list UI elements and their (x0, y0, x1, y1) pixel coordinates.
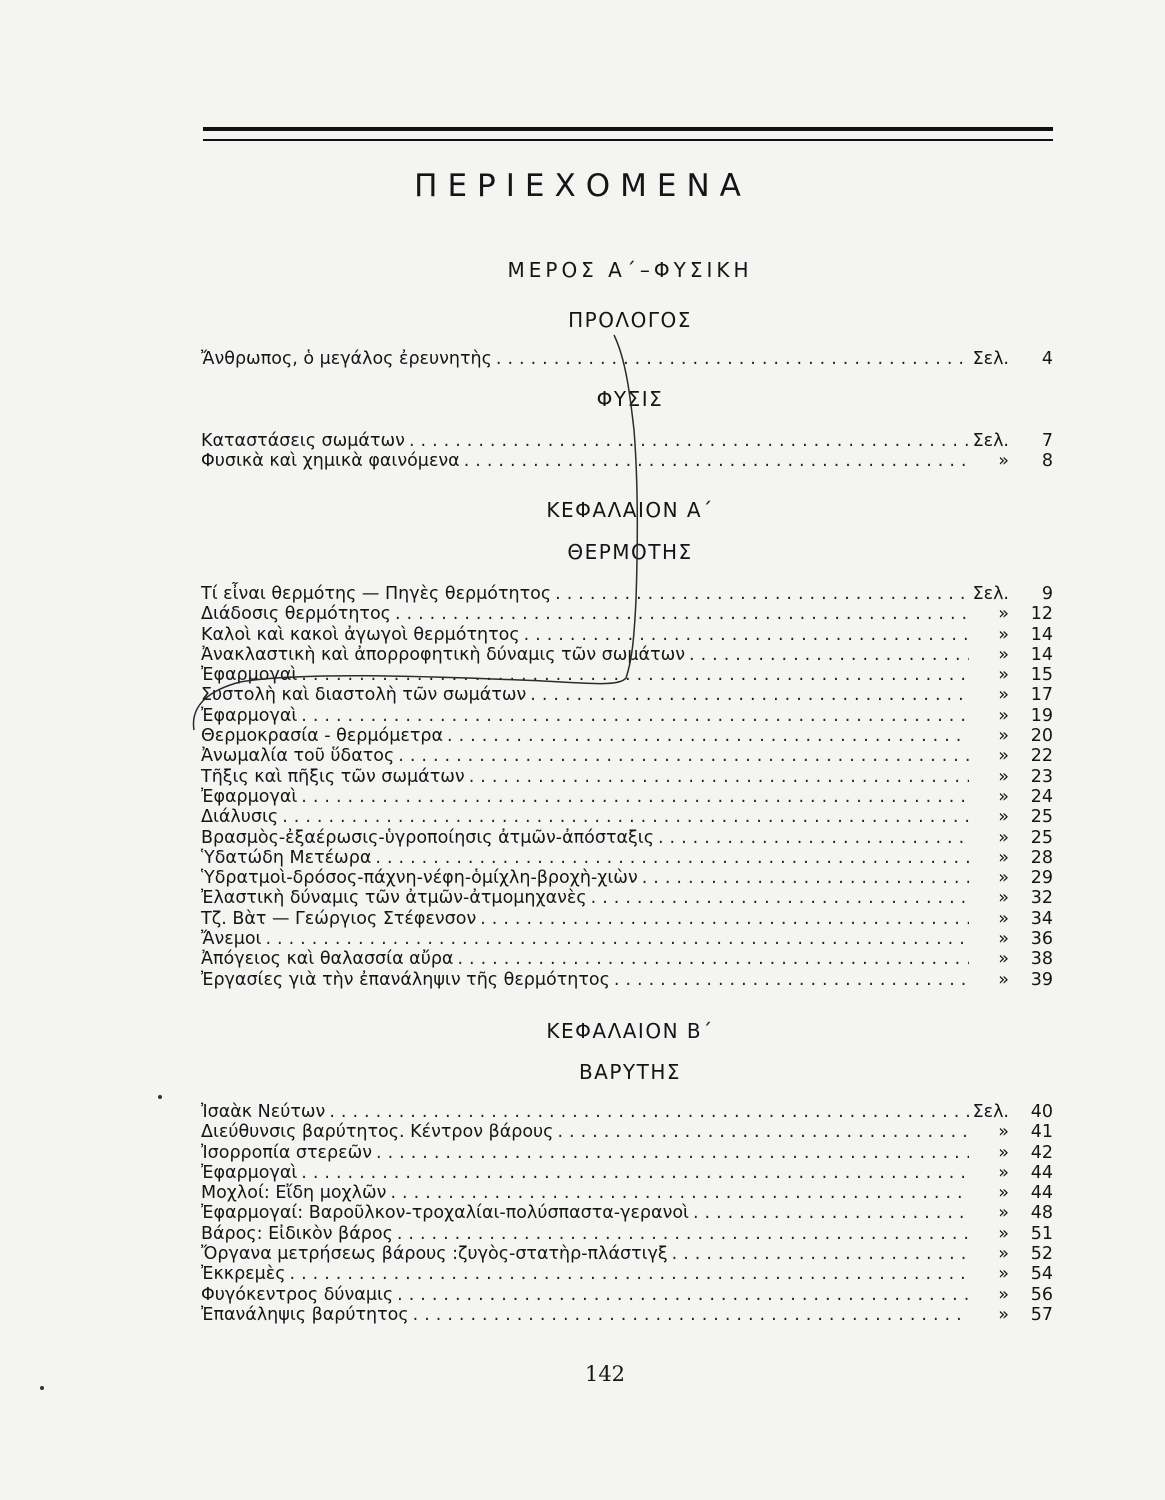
toc-entry-page: 48 (1030, 1203, 1053, 1224)
toc-entry (201, 909, 1053, 929)
toc-entry-page: 44 (1030, 1183, 1053, 1204)
dot-leader (393, 1285, 969, 1305)
page-ref-marker: » (998, 1244, 1009, 1265)
dot-leader (394, 746, 969, 766)
toc-entry (201, 584, 1053, 604)
toc-entry-page: 19 (1030, 705, 1053, 726)
toc-entry-title: Ἐλαστικὴ δύναμις τῶν ἀτμῶν-ἀτμομηχανὲς (201, 888, 587, 909)
page-ref-marker: » (998, 726, 1009, 747)
toc-entry (201, 828, 1053, 848)
toc-entry-title: Συστολὴ καὶ διαστολὴ τῶν σωμάτων (201, 685, 527, 706)
page-ref-marker: » (998, 827, 1009, 848)
toc-entry-title: Βρασμὸς-ἐξαέρωσις-ὑγροποίησις ἀτμῶν-ἀπόσταξις (201, 827, 654, 848)
toc-entry-page: 22 (1030, 746, 1053, 767)
toc-entry-page: 56 (1030, 1284, 1053, 1305)
dot-leader (668, 1244, 969, 1264)
dot-leader (460, 451, 969, 471)
entry-list-varytis (201, 1102, 1053, 1325)
dot-leader (278, 807, 969, 827)
page-ref-marker: » (998, 1264, 1009, 1285)
entry-list-prologue (201, 349, 1053, 369)
page-number: 142 (584, 1362, 626, 1386)
page-ref-marker: » (998, 1122, 1009, 1143)
toc-entry-title: Ἀνακλαστικὴ καὶ ἀπορροφητικὴ δύναμις τῶν σωμάτων (201, 644, 686, 665)
toc-entry-page: 25 (1030, 827, 1053, 848)
toc-entry-title: Ἐκκρεμὲς (201, 1264, 286, 1285)
toc-entry (201, 868, 1053, 888)
toc-entry (201, 1305, 1053, 1325)
top-rule-thin (203, 139, 1053, 141)
toc-entry-title: Ἄνθρωπος, ὁ μεγάλος ἐρευνητὴς (201, 349, 492, 369)
dot-leader (587, 888, 969, 908)
toc-entry (201, 1203, 1053, 1223)
toc-entry-title: Θερμοκρασία - θερμόμετρα (201, 726, 444, 747)
toc-entry-page: 32 (1030, 888, 1053, 909)
toc-entry-title: Ἐργασίες γιὰ τὴν ἐπανάληψιν τῆς θερμότητος (201, 969, 610, 990)
toc-entry (201, 1285, 1053, 1305)
page-ref-marker: » (998, 451, 1009, 472)
toc-entry-page: 34 (1030, 908, 1053, 929)
toc-entry-title: Διάλυσις (201, 807, 279, 828)
page-ref-marker: » (998, 786, 1009, 807)
toc-entry-title: Μοχλοί: Εἴδη μοχλῶν (201, 1183, 387, 1204)
toc-entry-page: 39 (1030, 969, 1053, 990)
toc-entry-title: Φυγόκεντρος δύναμις (201, 1284, 394, 1305)
page-title: ΠΕΡΙΕΧΟΜΕΝΑ (414, 168, 751, 204)
toc-entry-title: Τζ. Βὰτ — Γεώργιος Στέφενσον (201, 908, 477, 929)
page-ref-marker: » (998, 1183, 1009, 1204)
page-ref-marker: » (998, 847, 1009, 868)
toc-entry-page: 24 (1030, 786, 1053, 807)
toc-entry (201, 767, 1053, 787)
top-rule-thick (203, 127, 1053, 131)
toc-entry-title: Ὄργανα μετρήσεως βάρους :ζυγὸς-στατὴρ-πλάστιγξ (201, 1244, 668, 1265)
dot-leader (465, 767, 969, 787)
toc-entry-title: Καταστάσεις σωμάτων (201, 431, 405, 451)
page-ref-marker: » (998, 1304, 1009, 1325)
toc-entry-title: Καλοὶ καὶ κακοὶ ἀγωγοὶ θερμότητος (201, 624, 520, 645)
toc-entry-page: 4 (1041, 349, 1053, 369)
toc-entry-title: Ἰσαὰκ Νεύτων (201, 1102, 326, 1122)
toc-entry-title: Ἐφαρμογαὶ (201, 1162, 298, 1183)
toc-entry (201, 665, 1053, 685)
entry-list-thermotis (201, 584, 1053, 990)
page-ref-marker: Σελ. (972, 1102, 1009, 1122)
dot-leader (638, 868, 969, 888)
page-ref-marker: » (998, 1223, 1009, 1244)
toc-entry-title: Φυσικὰ καὶ χημικὰ φαινόμενα (201, 451, 460, 472)
toc-entry (201, 726, 1053, 746)
page-ref-marker: Σελ. (972, 431, 1009, 451)
toc-entry-title: Ἄνεμοι (201, 929, 262, 950)
toc-entry-title: Διεύθυνσις βαρύτητος. Κέντρον βάρους (201, 1122, 554, 1143)
page-ref-marker: » (998, 888, 1009, 909)
toc-entry-page: 42 (1030, 1142, 1053, 1163)
toc-entry-title: Βάρος: Εἰδικὸν βάρος (201, 1223, 393, 1244)
page-ref-marker: » (998, 1142, 1009, 1163)
toc-entry (201, 888, 1053, 908)
chapter-heading-b: ΚΕΦΑΛΑΙΟΝ Β΄ (546, 1019, 714, 1043)
toc-entry-page: 52 (1030, 1244, 1053, 1265)
toc-entry-title: Ὑδατώδη Μετέωρα (201, 847, 372, 868)
toc-entry-page: 7 (1041, 431, 1053, 451)
dot-leader (610, 970, 969, 990)
toc-entry-title: Ἐπανάληψις βαρύτητος (201, 1304, 409, 1325)
page-ref-marker: » (998, 685, 1009, 706)
toc-entry-page: 51 (1030, 1223, 1053, 1244)
dot-leader (409, 1305, 969, 1325)
dot-leader (551, 584, 969, 604)
page-ref-marker: » (998, 746, 1009, 767)
toc-entry-page: 29 (1030, 868, 1053, 889)
dot-leader (391, 604, 969, 624)
toc-entry (201, 1183, 1053, 1203)
page-ref-marker: Σελ. (972, 584, 1009, 604)
toc-entry-title: Ἐφαρμογαὶ (201, 786, 298, 807)
dot-leader (405, 431, 969, 451)
dot-leader (526, 685, 969, 705)
dot-leader (443, 726, 969, 746)
toc-entry-page: 36 (1030, 929, 1053, 950)
dot-leader (393, 1224, 969, 1244)
toc-entry-title: Ἰσορροπία στερεῶν (201, 1142, 373, 1163)
toc-entry (201, 929, 1053, 949)
toc-entry (201, 787, 1053, 807)
page-ref-marker: » (998, 807, 1009, 828)
toc-entry-title: Ἀπόγειος καὶ θαλασσία αὔρα (201, 949, 454, 970)
toc-entry (201, 706, 1053, 726)
page-ref-marker: » (998, 868, 1009, 889)
page-ref-marker: » (998, 665, 1009, 686)
page-ref-marker: Σελ. (972, 349, 1009, 369)
toc-entry-page: 44 (1030, 1162, 1053, 1183)
toc-entry-page: 41 (1030, 1122, 1053, 1143)
page-ref-marker: » (998, 766, 1009, 787)
section-heading-physis: ΦΥΣΙΣ (596, 387, 664, 411)
toc-entry (201, 1143, 1053, 1163)
dot-leader (553, 1122, 969, 1142)
toc-entry (201, 949, 1053, 969)
page-ref-marker: » (998, 969, 1009, 990)
toc-entry (201, 685, 1053, 705)
toc-entry-title: Ἐφαρμογαὶ (201, 705, 298, 726)
dot-leader (492, 349, 969, 369)
page-ref-marker: » (998, 624, 1009, 645)
toc-entry (201, 848, 1053, 868)
toc-entry (201, 1264, 1053, 1284)
page-ref-marker: » (998, 1203, 1009, 1224)
chapter-heading-a: ΚΕΦΑΛΑΙΟΝ Α΄ (546, 498, 714, 522)
section-heading-prologue: ΠΡΟΛΟΓΟΣ (568, 308, 692, 332)
toc-entry-page: 8 (1041, 451, 1053, 472)
dot-leader (453, 949, 969, 969)
toc-entry-page: 57 (1030, 1304, 1053, 1325)
dot-leader (520, 625, 969, 645)
dot-leader (654, 828, 969, 848)
toc-entry (201, 625, 1053, 645)
toc-entry-page: 14 (1030, 624, 1053, 645)
toc-entry (201, 1122, 1053, 1142)
toc-entry (201, 746, 1053, 766)
toc-entry-page: 15 (1030, 665, 1053, 686)
dot-leader (297, 665, 969, 685)
dot-leader (685, 645, 969, 665)
entry-list-physis (201, 431, 1053, 472)
toc-entry-title: Τῆξις καὶ πῆξις τῶν σωμάτων (201, 766, 465, 787)
toc-entry (201, 431, 1053, 451)
toc-entry-title: Διάδοσις θερμότητος (201, 604, 391, 625)
section-heading-varytis: ΒΑΡΥΤΗΣ (578, 1060, 682, 1084)
dot-leader (286, 1264, 969, 1284)
toc-entry-page: 40 (1030, 1102, 1053, 1122)
toc-entry (201, 970, 1053, 990)
toc-entry-title: Τί εἶναι θερμότης — Πηγὲς θερμότητος (201, 584, 552, 604)
page-ref-marker: » (998, 908, 1009, 929)
dot-leader (261, 929, 969, 949)
dot-leader (689, 1203, 969, 1223)
dot-leader (372, 1143, 969, 1163)
dot-leader (371, 848, 969, 868)
part-heading: ΜΕΡΟΣ Α΄–ΦΥΣΙΚΗ (507, 258, 753, 282)
toc-entry-title: Ὑδρατμοὶ-δρόσος-πάχνη-νέφη-ὁμίχλη-βροχὴ-χιὼν (201, 868, 638, 889)
toc-entry (201, 807, 1053, 827)
toc-entry-page: 20 (1030, 726, 1053, 747)
dot-leader (476, 909, 969, 929)
toc-entry-page: 14 (1030, 644, 1053, 665)
toc-entry-page: 38 (1030, 949, 1053, 970)
toc-entry-page: 54 (1030, 1264, 1053, 1285)
page-ref-marker: » (998, 1162, 1009, 1183)
toc-entry-page: 25 (1030, 807, 1053, 828)
toc-entry (201, 1224, 1053, 1244)
toc-entry (201, 645, 1053, 665)
page-ref-marker: » (998, 705, 1009, 726)
section-heading-thermotis: ΘΕΡΜΟΤΗΣ (567, 540, 693, 564)
toc-entry-title: Ἐφαρμογαί: Βαροῦλκον-τροχαλίαι-πολύσπαστα-γερανοὶ (201, 1203, 689, 1224)
page-ref-marker: » (998, 644, 1009, 665)
toc-entry-title: Ἐφαρμογαὶ (201, 665, 298, 686)
dot-leader (297, 787, 969, 807)
dot-leader (297, 706, 969, 726)
toc-entry (201, 1244, 1053, 1264)
page-ref-marker: » (998, 949, 1009, 970)
toc-entry-page: 9 (1041, 584, 1053, 604)
toc-entry-page: 12 (1030, 604, 1053, 625)
toc-entry-page: 17 (1030, 685, 1053, 706)
page-ref-marker: » (998, 1284, 1009, 1305)
toc-entry (201, 604, 1053, 624)
dot-leader (325, 1102, 969, 1122)
toc-entry (201, 349, 1053, 369)
toc-entry (201, 1102, 1053, 1122)
dot-leader (386, 1183, 969, 1203)
toc-entry-title: Ἀνωμαλία τοῦ ὕδατος (201, 746, 395, 767)
toc-entry-page: 23 (1030, 766, 1053, 787)
toc-entry-page: 28 (1030, 847, 1053, 868)
page-ref-marker: » (998, 604, 1009, 625)
toc-entry (201, 1163, 1053, 1183)
dot-leader (297, 1163, 969, 1183)
page-ref-marker: » (998, 929, 1009, 950)
toc-entry (201, 451, 1053, 471)
